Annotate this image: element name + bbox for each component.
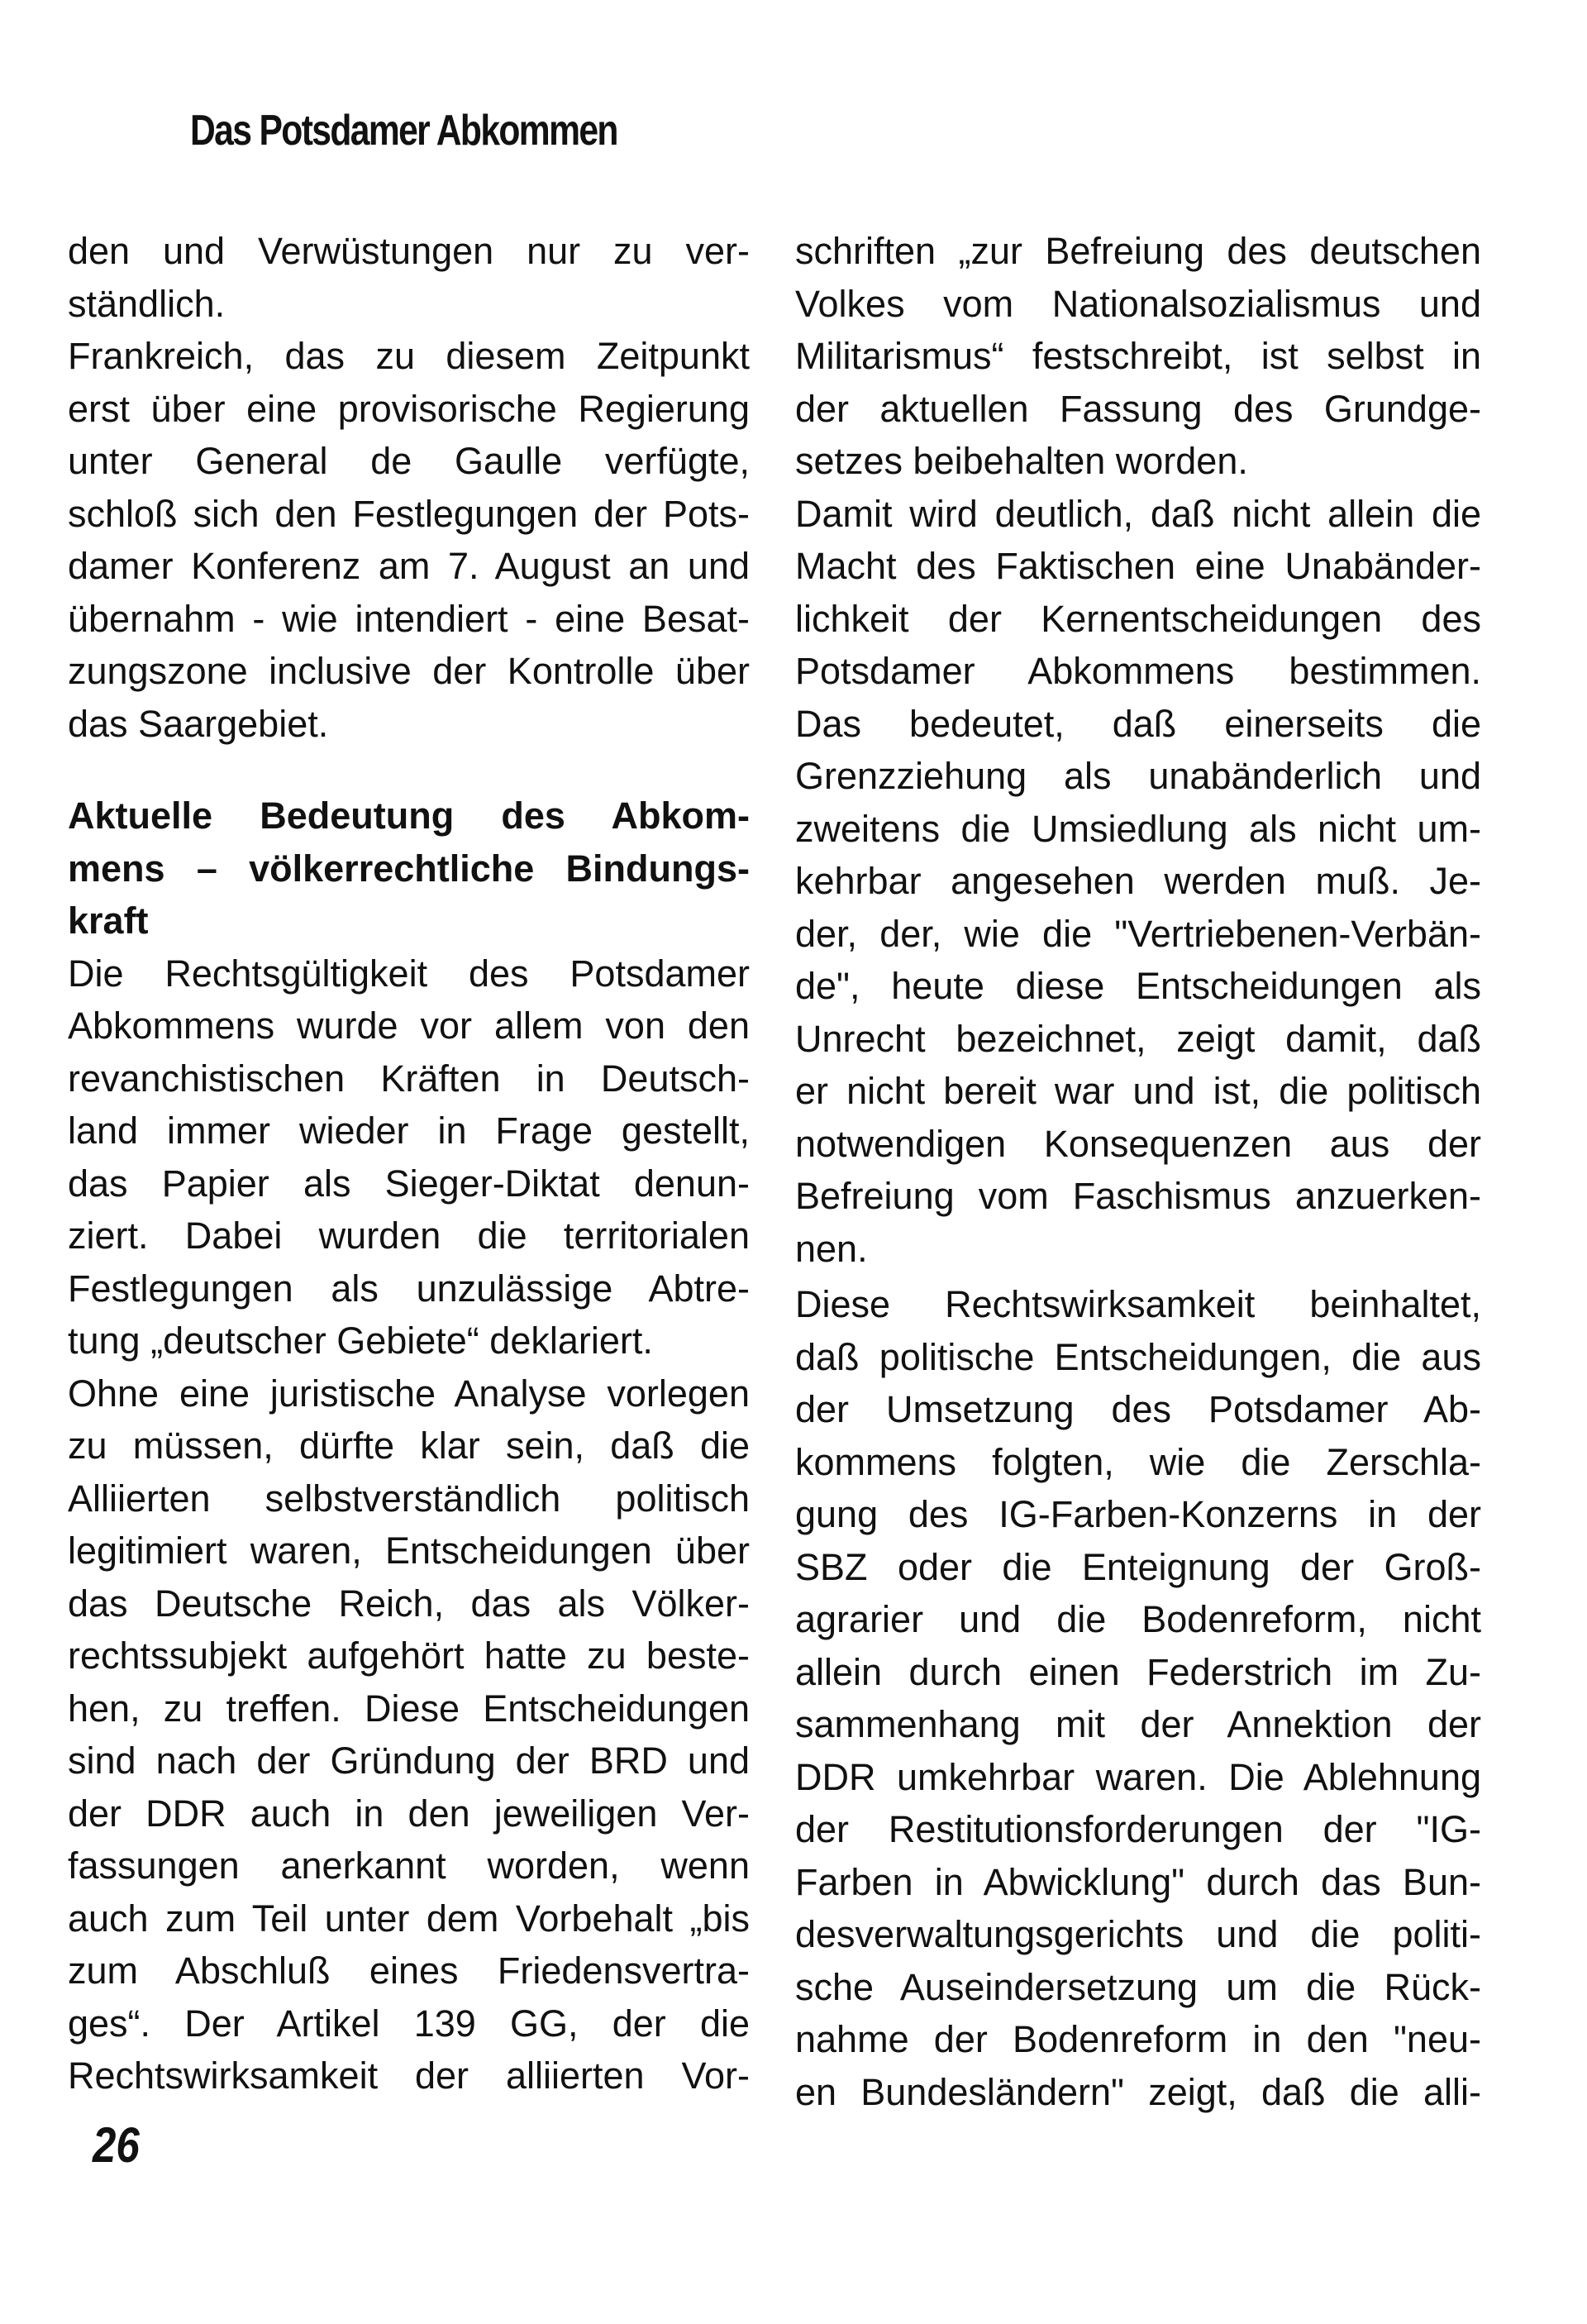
text-line: das Deutsche Reich, das als Völker- — [68, 1582, 750, 1625]
text-line: DDR umkehrbar waren. Die Ablehnung — [795, 1755, 1481, 1798]
text-line: Militarismus“ festschreibt, ist selbst in — [795, 335, 1481, 377]
text-line: fassungen anerkannt worden, wenn — [68, 1844, 750, 1887]
text-line: ziert. Dabei wurden die territorialen — [68, 1214, 750, 1257]
text-line: ges“. Der Artikel 139 GG, der die — [68, 2002, 750, 2045]
text-line: damer Konferenz am 7. August an und — [68, 545, 750, 587]
text-line: kehrbar angesehen werden muß. Je- — [795, 860, 1481, 902]
text-line: kommens folgten, wie die Zerschla- — [795, 1440, 1481, 1483]
text-line: rechtssubjekt aufgehört hatte zu beste- — [68, 1634, 750, 1677]
section-heading — [68, 790, 750, 947]
text-line: lichkeit der Kernentscheidungen des — [795, 597, 1481, 640]
text-line: Frankreich, das zu diesem Zeitpunkt — [68, 335, 750, 377]
text-line: de", heute diese Entscheidungen als — [795, 965, 1481, 1007]
text-line: daß politische Entscheidungen, die aus — [795, 1335, 1481, 1378]
text-line: Grenzziehung als unabänderlich und — [795, 755, 1481, 797]
text-line: der Restitutionsforderungen der "IG- — [795, 1808, 1481, 1850]
text-line: desverwaltungsgerichts und die politi- — [795, 1913, 1481, 1955]
text-line: zum Abschluß eines Friedensvertra- — [68, 1949, 750, 1992]
text-line: Damit wird deutlich, daß nicht allein die — [795, 492, 1481, 535]
text-line: auch zum Teil unter dem Vorbehalt „bis — [68, 1897, 750, 1940]
text-line: sammenhang mit der Annektion der — [795, 1703, 1481, 1745]
text-line: zweitens die Umsiedlung als nicht um- — [795, 807, 1481, 850]
text-line: revanchistischen Kräften in Deutsch- — [68, 1057, 750, 1100]
running-head: Das Potsdamer Abkommen — [190, 107, 617, 155]
text-line: zungszone inclusive der Kontrolle über — [68, 650, 750, 692]
heading-line: kraft — [68, 900, 149, 942]
text-line: Macht des Faktischen eine Unabänder- — [795, 545, 1481, 587]
text-line: Befreiung vom Faschismus anzuerken- — [795, 1175, 1481, 1217]
heading-line: mens – völkerrechtliche Bindungs- — [68, 847, 750, 890]
paragraph — [68, 330, 750, 750]
left-column — [68, 225, 750, 2102]
text-line: SBZ oder die Enteignung der Groß- — [795, 1545, 1481, 1588]
text-line: notwendigen Konsequenzen aus der — [795, 1122, 1481, 1165]
text-line: übernahm - wie intendiert - eine Besat- — [68, 597, 750, 640]
paragraph — [795, 488, 1481, 1276]
text-line: nahme der Bodenreform in den "neu- — [795, 2018, 1481, 2060]
text-line: agrarier und die Bodenreform, nicht — [795, 1598, 1481, 1640]
right-column — [795, 225, 1481, 2118]
text-line: Potsdamer Abkommens bestimmen. — [795, 650, 1481, 692]
text-line: Das bedeutet, daß einerseits die — [795, 702, 1481, 745]
text-line: unter General de Gaulle verfügte, — [68, 440, 750, 482]
text-line: en Bundesländern" zeigt, daß die alli- — [795, 2070, 1481, 2113]
text-line: schriften „zur Befreiung des deutschen — [795, 230, 1481, 272]
text-line: das Papier als Sieger-Diktat denun- — [68, 1162, 750, 1205]
text-line: sind nach der Gründung der BRD und — [68, 1739, 750, 1782]
text-line: Unrecht bezeichnet, zeigt damit, daß — [795, 1017, 1481, 1060]
text-line: ständlich. — [68, 282, 226, 325]
text-line: er nicht bereit war und ist, die politisch — [795, 1070, 1481, 1112]
paragraph — [68, 225, 750, 330]
text-line: land immer wieder in Frage gestellt, — [68, 1110, 750, 1152]
text-line: der aktuellen Fassung des Grundge- — [795, 387, 1481, 430]
text-line: das Saargebiet. — [68, 702, 329, 745]
text-line: schloß sich den Festlegungen der Pots- — [68, 492, 750, 535]
paragraph — [795, 1278, 1481, 2118]
text-line: der, der, wie die "Vertriebenen-Verbän- — [795, 912, 1481, 955]
text-line: Ohne eine juristische Analyse vorlegen — [68, 1372, 750, 1415]
text-line: Abkommens wurde vor allem von den — [68, 1005, 750, 1047]
section-spacer — [68, 750, 750, 790]
text-line: den und Verwüstungen nur zu ver- — [68, 230, 750, 272]
text-line: erst über eine provisorische Regierung — [68, 387, 750, 430]
text-line: der DDR auch in den jeweiligen Ver- — [68, 1792, 750, 1835]
text-line: nen. — [795, 1227, 868, 1270]
text-line: der Umsetzung des Potsdamer Ab- — [795, 1388, 1481, 1430]
text-line: tung „deutscher Gebiete“ deklariert. — [68, 1319, 653, 1362]
heading-line: Aktuelle Bedeutung des Abkom- — [68, 795, 750, 837]
text-line: zu müssen, dürfte klar sein, daß die — [68, 1424, 750, 1467]
text-line: sche Auseindersetzung um die Rück- — [795, 1965, 1481, 2008]
text-line: legitimiert waren, Entscheidungen über — [68, 1529, 750, 1572]
paragraph — [68, 1367, 750, 2102]
text-line: Alliierten selbstverständlich politisch — [68, 1477, 750, 1520]
text-line: Diese Rechtswirksamkeit beinhaltet, — [795, 1283, 1481, 1325]
text-line: hen, zu treffen. Diese Entscheidungen — [68, 1687, 750, 1730]
text-line: setzes beibehalten worden. — [795, 440, 1248, 482]
paragraph — [795, 225, 1481, 488]
text-line: Farben in Abwicklung" durch das Bun- — [795, 1860, 1481, 1903]
paragraph — [68, 947, 750, 1367]
text-line: Rechtswirksamkeit der alliierten Vor- — [68, 2054, 750, 2097]
text-line: Festlegungen als unzulässige Abtre- — [68, 1267, 750, 1310]
text-line: gung des IG-Farben-Konzerns in der — [795, 1493, 1481, 1535]
text-line: Volkes vom Nationalsozialismus und — [795, 282, 1481, 325]
page-number: 26 — [93, 2117, 140, 2173]
text-line: Die Rechtsgültigkeit des Potsdamer — [68, 952, 750, 995]
text-line: allein durch einen Federstrich im Zu- — [795, 1650, 1481, 1693]
